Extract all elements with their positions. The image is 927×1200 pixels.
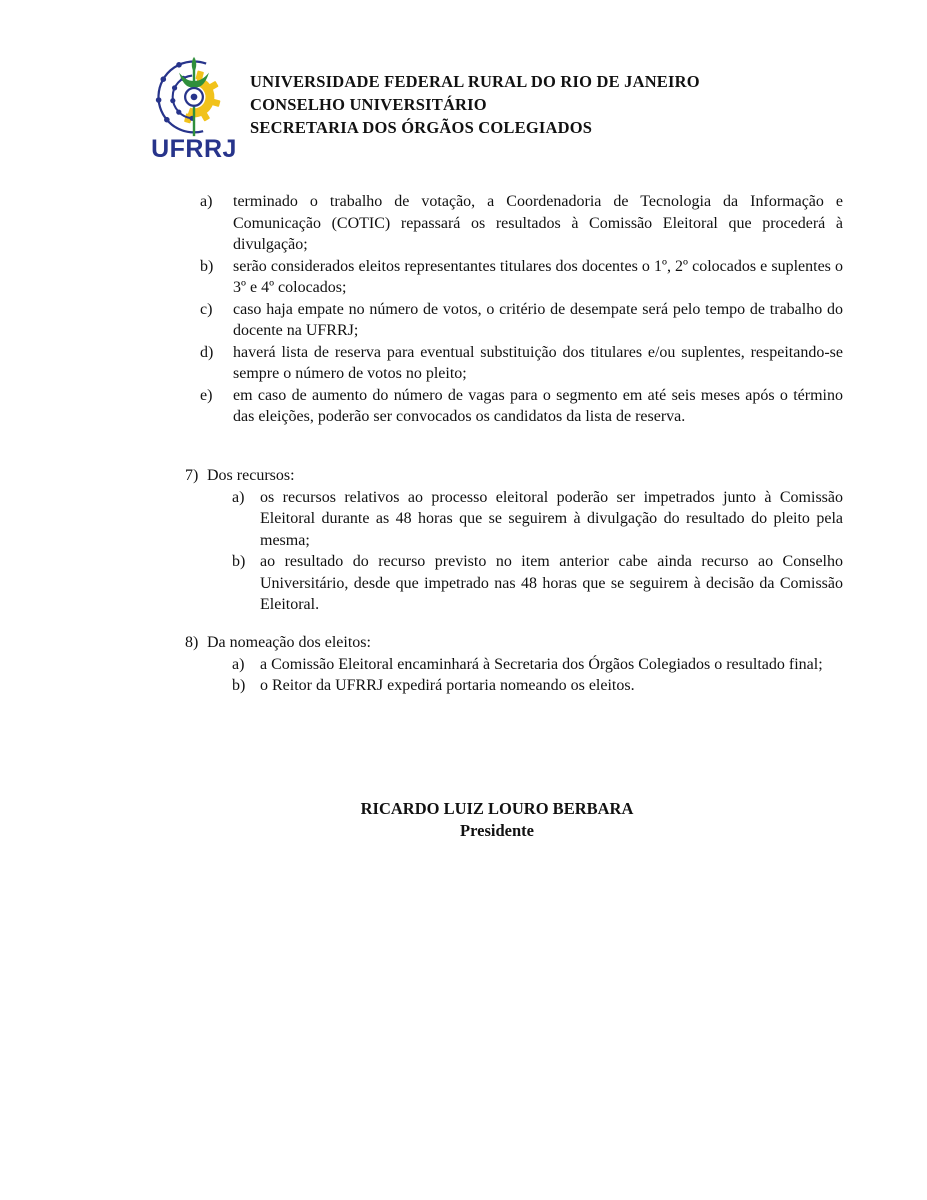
item-text: a Comissão Eleitoral encaminhará à Secretaria dos Órgãos Colegiados o resultado final; — [260, 655, 823, 673]
signature-role: Presidente — [460, 820, 534, 840]
item-marker: b) — [200, 257, 214, 275]
item-text: caso haja empate no número de votos, o critério de desempate será pelo tempo de trabalho do docente na UFRRJ; — [233, 300, 843, 339]
item-marker: e) — [200, 386, 213, 404]
section-title-row — [185, 465, 843, 487]
list-item-d — [200, 342, 843, 385]
section-subitems — [185, 487, 843, 616]
council-name: CONSELHO UNIVERSITÁRIO — [250, 95, 487, 114]
section-marker: 7) — [185, 467, 199, 484]
list-item-b — [200, 256, 843, 299]
item-marker: b) — [232, 553, 246, 570]
logo-acronym: UFRRJ — [151, 135, 237, 163]
list-item-e — [200, 385, 843, 428]
list-item-a — [200, 191, 843, 256]
item-text: terminado o trabalho de votação, a Coordenadoria de Tecnologia da Informação e Comunicação (COTIC) repassará os resultados à Comissão Eleitoral que procederá à divulgação; — [233, 193, 843, 253]
item-text: serão considerados eleitos representantes titulares dos docentes o 1º, 2º colocados e suplentes o 3º e 4º colocados; — [233, 257, 843, 296]
signature-block — [150, 798, 844, 841]
secretariat-name: SECRETARIA DOS ÓRGÃOS COLEGIADOS — [250, 118, 593, 137]
list-item-c — [200, 299, 843, 342]
ufrrj-logo — [146, 54, 242, 164]
item-marker: a) — [232, 655, 245, 673]
section-subitems — [185, 654, 843, 697]
list-item-7b — [232, 551, 843, 616]
hub-dot — [191, 94, 198, 101]
item-text: os recursos relativos ao processo eleitoral poderão ser impetrados junto à Comissão Eleitoral durante as 48 horas que se seguirem à divulgação do resultado do pleito pela mesma; — [260, 488, 843, 549]
list-item-8b — [232, 675, 843, 697]
section-title: Dos recursos: — [207, 467, 295, 484]
item-marker: d) — [200, 343, 214, 361]
item-marker: a) — [200, 193, 213, 210]
lettered-list-continuation — [200, 191, 843, 428]
item-text: ao resultado do recurso previsto no item anterior cabe ainda recurso ao Conselho Universitário, desde que impetrado nas 48 horas que se seguirem à decisão da Comissão Eleitoral. — [260, 553, 843, 613]
item-marker: a) — [232, 488, 245, 506]
item-marker: b) — [232, 677, 246, 694]
item-text: o Reitor da UFRRJ expedirá portaria nomeando os eleitos. — [260, 677, 635, 694]
section-8-nomeacao — [185, 632, 843, 697]
letterhead — [250, 70, 700, 139]
item-text: em caso de aumento do número de vagas para o segmento em até seis meses após o término das eleições, poderão ser convocados os candidatos da lista de reserva. — [233, 386, 843, 425]
signature-name: RICARDO LUIZ LOURO BERBARA — [360, 799, 634, 818]
section-title: Da nomeação dos eleitos: — [207, 634, 371, 651]
list-item-8a — [232, 654, 843, 676]
list-item-7a — [232, 487, 843, 552]
university-name: UNIVERSIDADE FEDERAL RURAL DO RIO DE JANEIRO — [250, 72, 700, 91]
item-text: haverá lista de reserva para eventual substituição dos titulares e/ou suplentes, respeitando-se sempre o número de votos no pleito; — [233, 343, 843, 382]
item-marker: c) — [200, 300, 213, 318]
section-7-recursos — [185, 465, 843, 616]
section-title-row — [185, 632, 843, 654]
section-marker: 8) — [185, 634, 199, 651]
ufrrj-emblem-icon — [151, 54, 237, 138]
